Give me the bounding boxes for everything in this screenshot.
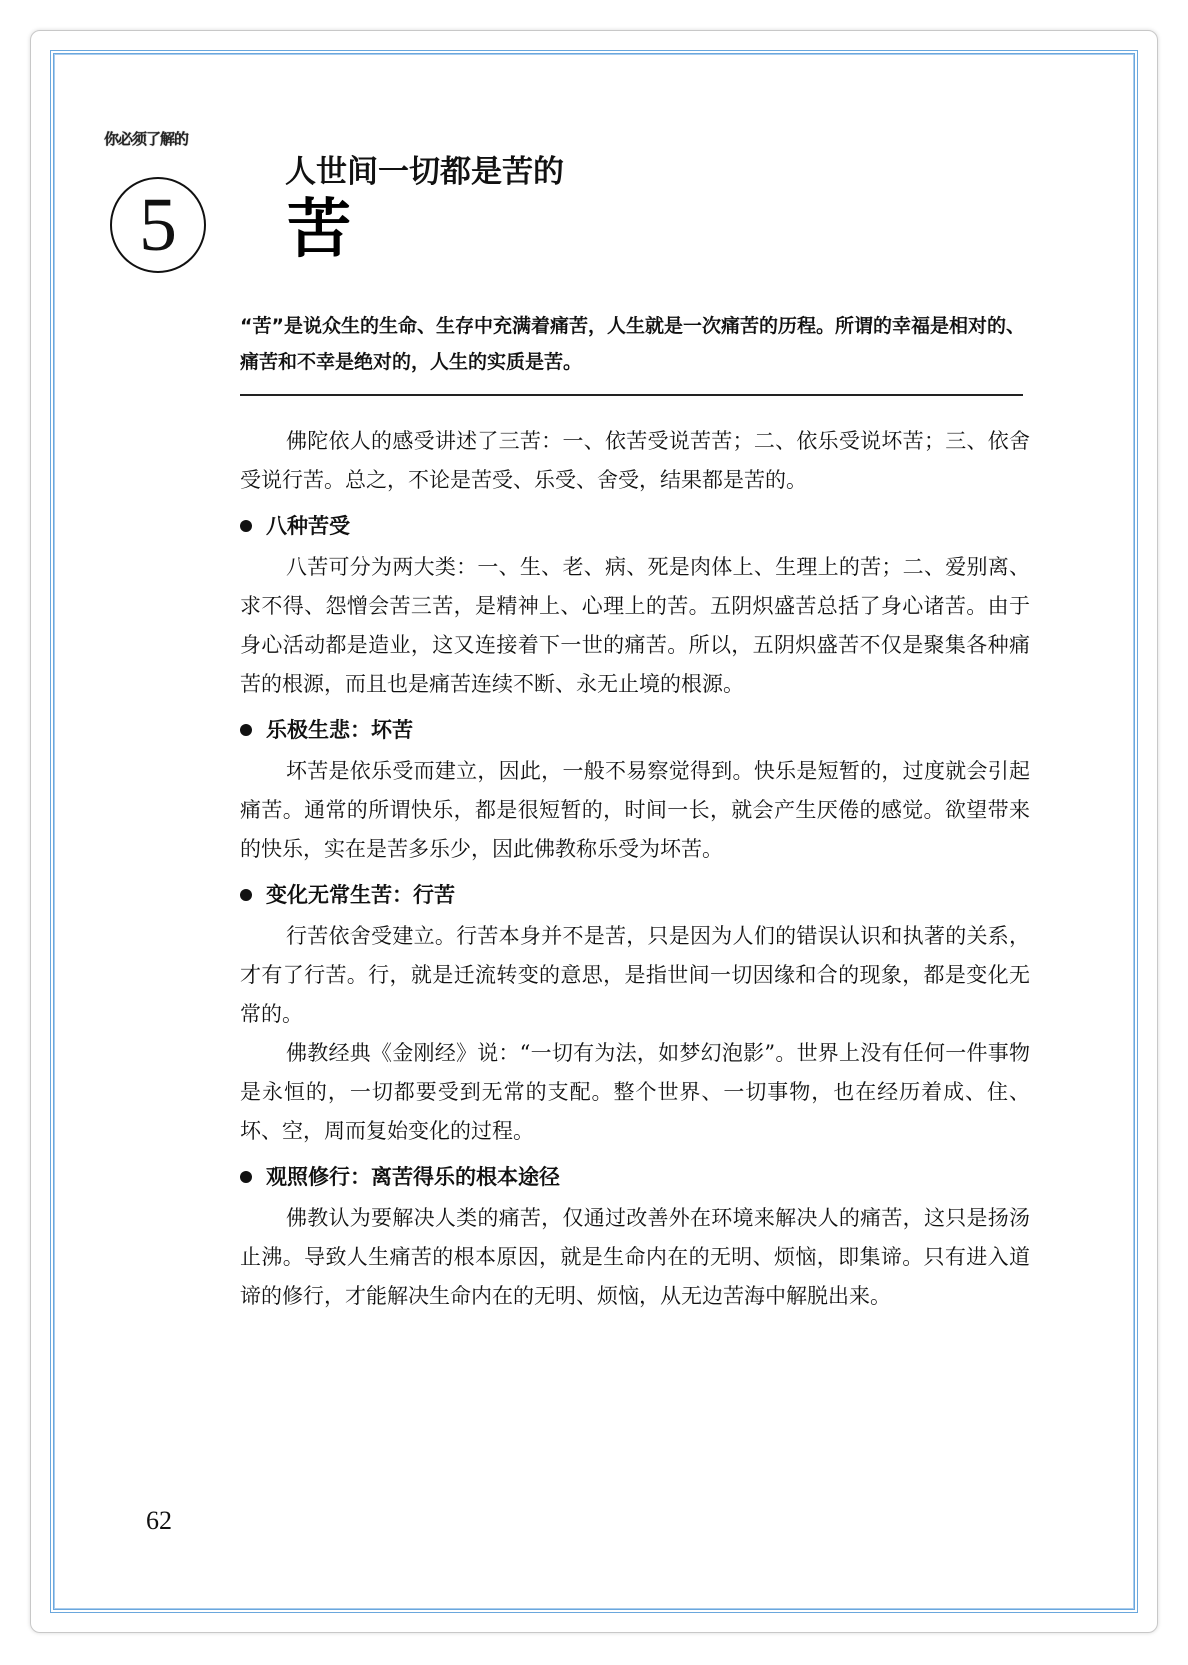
section-heading-text: 乐极生悲：坏苦: [266, 718, 413, 742]
section-heading: [240, 883, 1030, 907]
section-paragraph: 行苦依舍受建立。行苦本身并不是苦，只是因为人们的错误认识和执著的关系，才有了行苦。行，就是迁流转变的意思，是指世间一切因缘和合的现象，都是变化无常的。: [240, 924, 1030, 1026]
section-heading-text: 变化无常生苦：行苦: [266, 883, 455, 907]
chapter-number-badge: [110, 177, 206, 273]
series-label: 你必须了解的: [104, 130, 189, 148]
chapter-title: 苦: [287, 193, 351, 267]
chapter-number: 5: [139, 183, 177, 267]
section-heading: [240, 1165, 1030, 1189]
section-paragraph: 佛教认为要解决人类的痛苦，仅通过改善外在环境来解决人的痛苦，这只是扬汤止沸。导致人生痛苦的根本原因，就是生命内在的无明、烦恼，即集谛。只有进入道谛的修行，才能解决生命内在的无明、烦恼，从无边苦海中解脱出来。: [240, 1206, 1030, 1308]
bullet-icon: [240, 1171, 252, 1183]
intro-summary: “苦”是说众生的生命、生存中充满着痛苦，人生就是一次痛苦的历程。所谓的幸福是相对的、痛苦和不幸是绝对的，人生的实质是苦。: [240, 315, 1025, 373]
section-paragraph: 坏苦是依乐受而建立，因此，一般不易察觉得到。快乐是短暂的，过度就会引起痛苦。通常的所谓快乐，都是很短暂的，时间一长，就会产生厌倦的感觉。欲望带来的快乐，实在是苦多乐少，因此佛教称乐受为坏苦。: [240, 759, 1030, 861]
bullet-icon: [240, 724, 252, 736]
intro-divider: [240, 394, 1023, 396]
section-heading: [240, 514, 1030, 538]
page-number: 62: [146, 1506, 172, 1535]
opening-paragraph: 佛陀依人的感受讲述了三苦：一、依苦受说苦苦；二、依乐受说坏苦；三、依舍受说行苦。总之，不论是苦受、乐受、舍受，结果都是苦的。: [240, 429, 1030, 492]
section-paragraph: 佛教经典《金刚经》说：“一切有为法，如梦幻泡影”。世界上没有任何一件事物是永恒的，一切都要受到无常的支配。整个世界、一切事物，也在经历着成、住、坏、空，周而复始变化的过程。: [240, 1041, 1030, 1143]
section-heading: [240, 718, 1030, 742]
chapter-subtitle: 人世间一切都是苦的: [285, 154, 564, 190]
bullet-icon: [240, 520, 252, 532]
main-content: [240, 422, 1030, 1316]
section-heading-text: 八种苦受: [266, 514, 350, 538]
section-heading-text: 观照修行：离苦得乐的根本途径: [266, 1165, 560, 1189]
bullet-icon: [240, 889, 252, 901]
section-paragraph: 八苦可分为两大类：一、生、老、病、死是肉体上、生理上的苦；二、爱别离、求不得、怨憎会苦三苦，是精神上、心理上的苦。五阴炽盛苦总括了身心诸苦。由于身心活动都是造业，这又连接着下一世的痛苦。所以，五阴炽盛苦不仅是聚集各种痛苦的根源，而且也是痛苦连续不断、永无止境的根源。: [240, 555, 1030, 696]
